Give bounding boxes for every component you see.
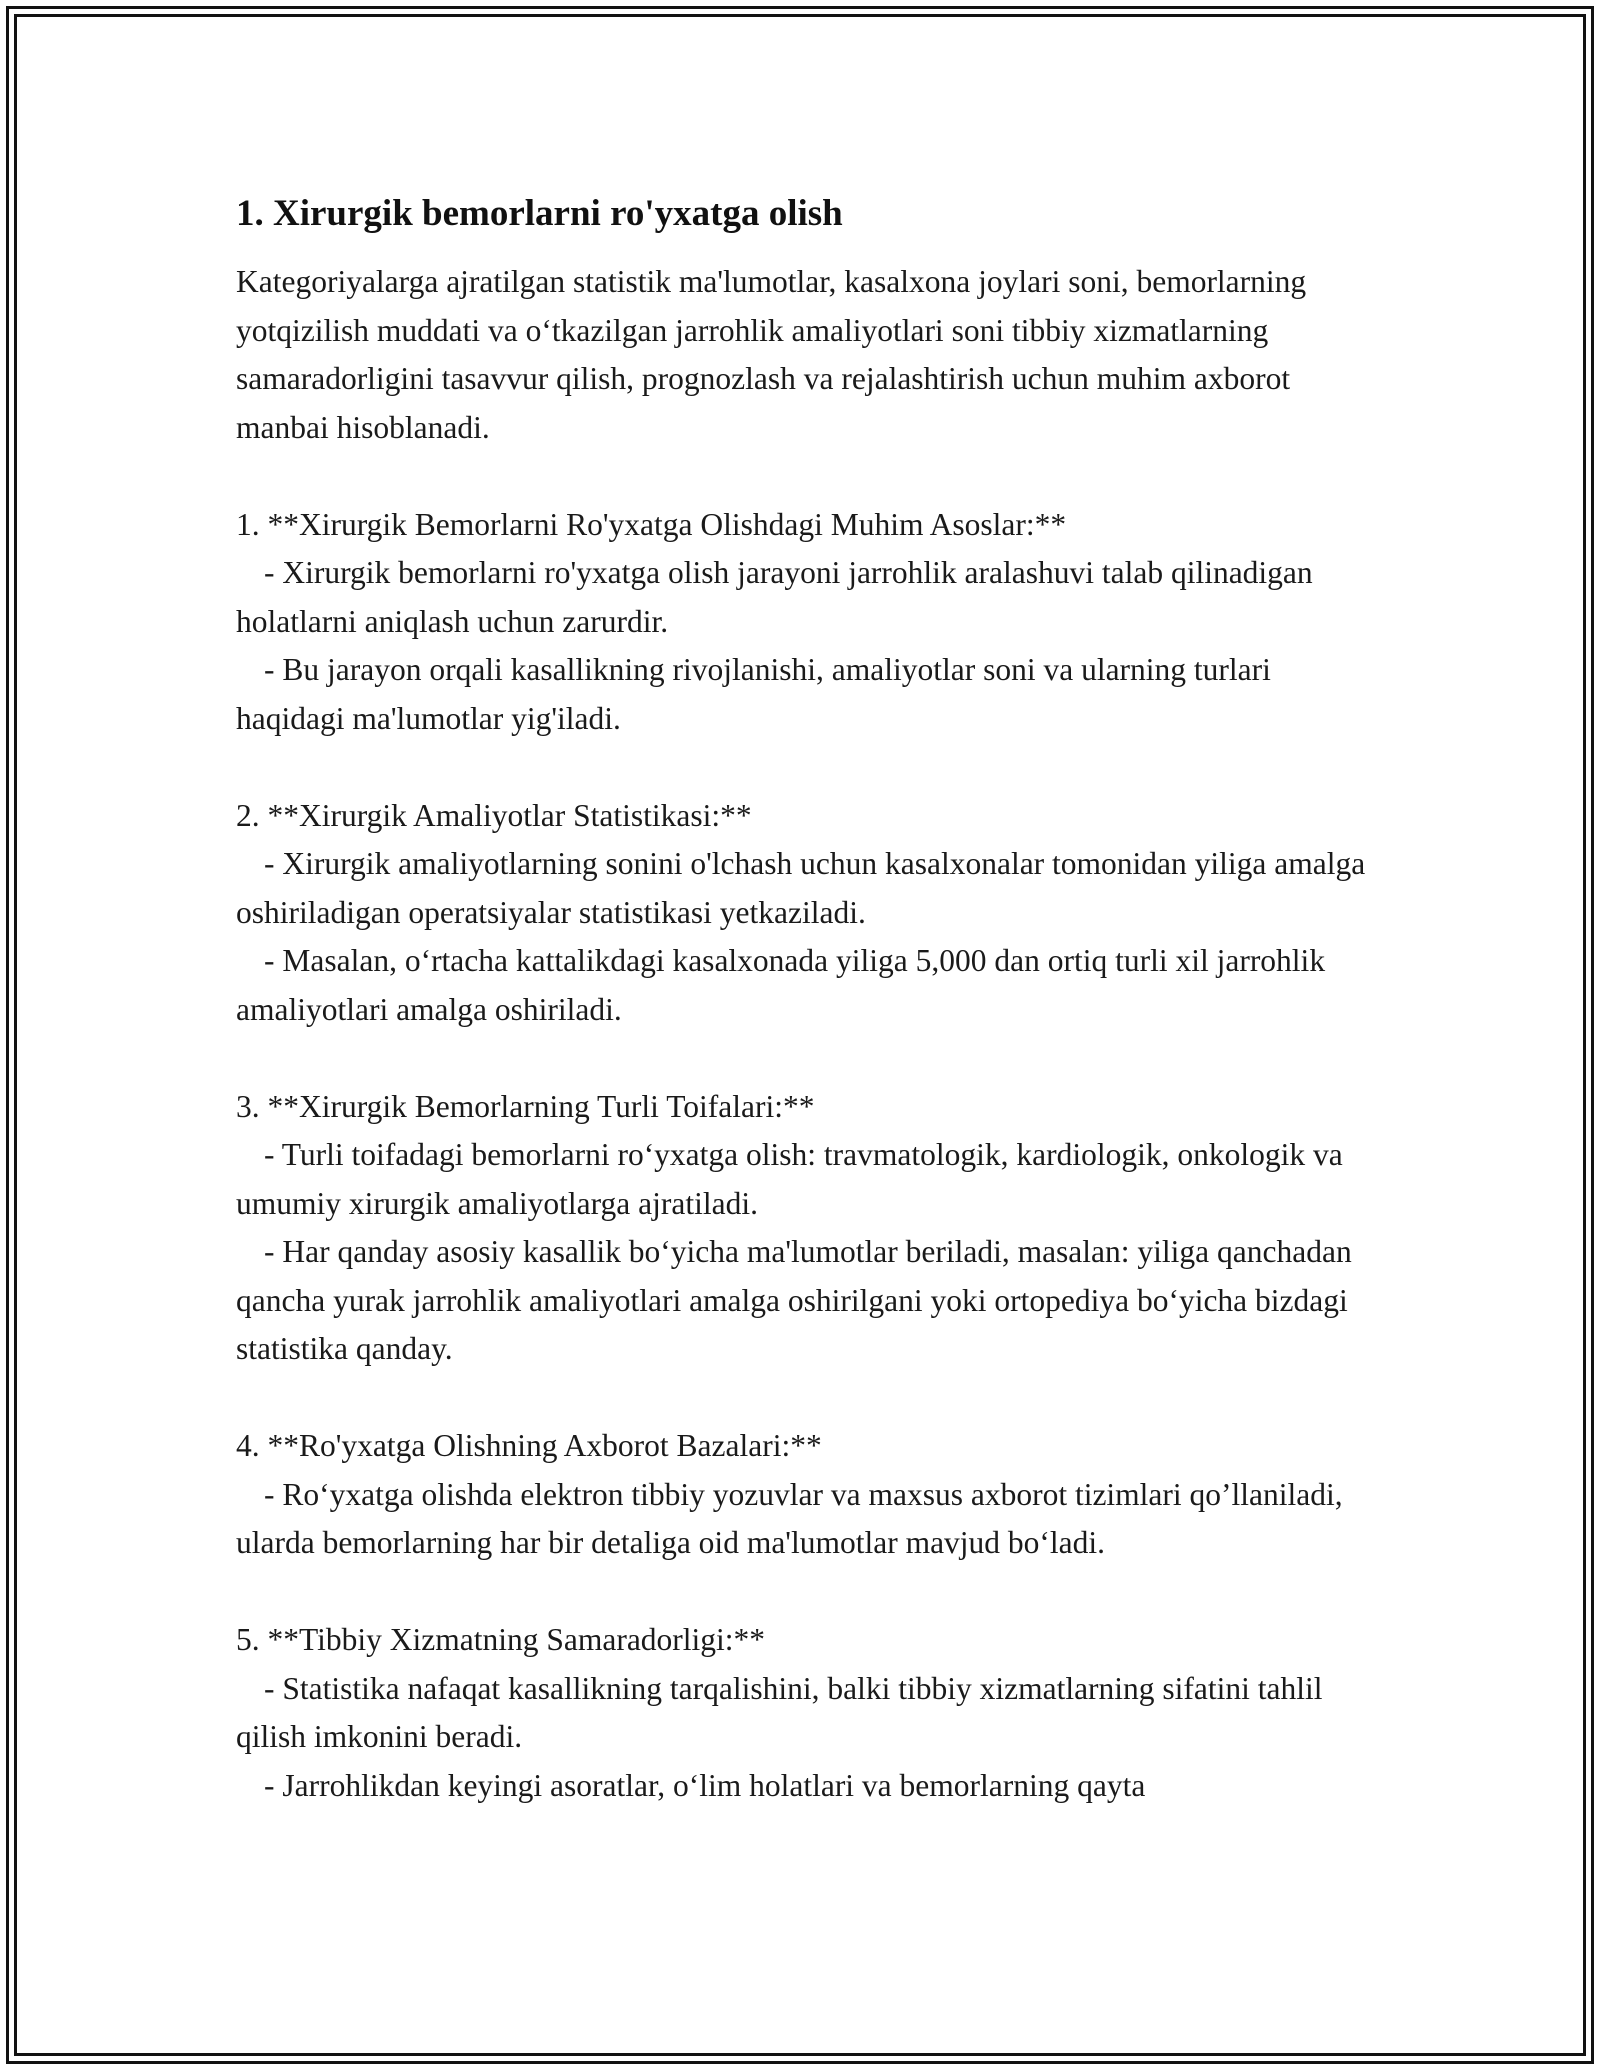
intro-paragraph: Kategoriyalarga ajratilgan statistik ma'lumotlar, kasalxona joylari soni, bemorlarning yotqizilish muddati va o‘tkazilgan jarrohlik amaliyotlari soni tibbiy xizmatlarning samaradorligini tasavvur qilish, prognozlash va rejalashtirish uchun muhim axborot manbai hisoblanadi. [236, 264, 1315, 445]
section-1 [236, 501, 1376, 744]
section-bullet [236, 1762, 1376, 1811]
section-bullet [236, 646, 1376, 743]
bullet-text: - Turli toifadagi bemorlarni ro‘yxatga olish: travmatologik, kardiologik, onkologik va umumiy xirurgik amaliyotlarga ajratiladi. [236, 1137, 1343, 1221]
bullet-text: - Har qanday asosiy kasallik bo‘yicha ma'lumotlar beriladi, masalan: yiliga qanchadan qancha yurak jarrohlik amaliyotlari amalga oshirilgani yoki ortopediya bo‘yicha bizdagi statistika qanday. [236, 1234, 1352, 1366]
bullet-text: - Bu jarayon orqali kasallikning rivojlanishi, amaliyotlar soni va ularning turlari haqidagi ma'lumotlar yig'iladi. [236, 652, 1271, 736]
section-bullet [236, 1228, 1376, 1374]
section-bullet [236, 549, 1376, 646]
section-bullet [236, 1665, 1376, 1762]
document-body [236, 188, 1376, 1810]
bullet-text: - Xirurgik bemorlarni ro'yxatga olish jarayoni jarrohlik aralashuvi talab qilinadigan holatlarni aniqlash uchun zarurdir. [236, 555, 1313, 639]
section-title: 4. **Ro'yxatga Olishning Axborot Bazalari:** [236, 1428, 822, 1463]
section-bullet [236, 937, 1376, 1034]
sections-list [236, 452, 1376, 1810]
section-4 [236, 1422, 1376, 1568]
section-spacer [236, 1374, 1376, 1423]
section-bullet [236, 840, 1376, 937]
section-title: 1. **Xirurgik Bemorlarni Ro'yxatga Olishdagi Muhim Asoslar:** [236, 506, 1067, 542]
section-5 [236, 1616, 1376, 1810]
section-title: 3. **Xirurgik Bemorlarning Turli Toifalari:** [236, 1088, 815, 1124]
section-title: 5. **Tibbiy Xizmatning Samaradorligi:** [236, 1622, 766, 1657]
section-spacer [236, 1034, 1376, 1083]
bullet-text: - Xirurgik amaliyotlarning sonini o'lchash uchun kasalxonalar tomonidan yiliga amalga oshiriladigan operatsiyalar statistikasi yetkaziladi. [236, 846, 1366, 930]
bullet-text: - Jarrohlikdan keyingi asoratlar, o‘lim holatlari va bemorlarning qayta [264, 1767, 1146, 1803]
document-heading: 1. Xirurgik bemorlarni ro'yxatga olish [236, 193, 843, 234]
section-2 [236, 792, 1376, 1035]
section-spacer [236, 452, 1376, 501]
bullet-text: - Masalan, o‘rtacha kattalikdagi kasalxonada yiliga 5,000 dan ortiq turli xil jarrohlik amaliyotlari amalga oshiriladi. [236, 943, 1326, 1027]
bullet-text: - Ro‘yxatga olishda elektron tibbiy yozuvlar va maxsus axborot tizimlari qo’llaniladi, ularda bemorlarning har bir detaliga oid ma'lumotlar mavjud bo‘ladi. [236, 1476, 1343, 1560]
section-title: 2. **Xirurgik Amaliyotlar Statistikasi:** [236, 797, 752, 833]
bullet-text: - Statistika nafaqat kasallikning tarqalishini, balki tibbiy xizmatlarning sifatini tahlil qilish imkonini beradi. [236, 1670, 1323, 1754]
section-bullet [236, 1131, 1376, 1228]
section-3 [236, 1083, 1376, 1374]
section-bullet [236, 1471, 1376, 1568]
section-spacer [236, 1568, 1376, 1617]
section-spacer [236, 743, 1376, 792]
